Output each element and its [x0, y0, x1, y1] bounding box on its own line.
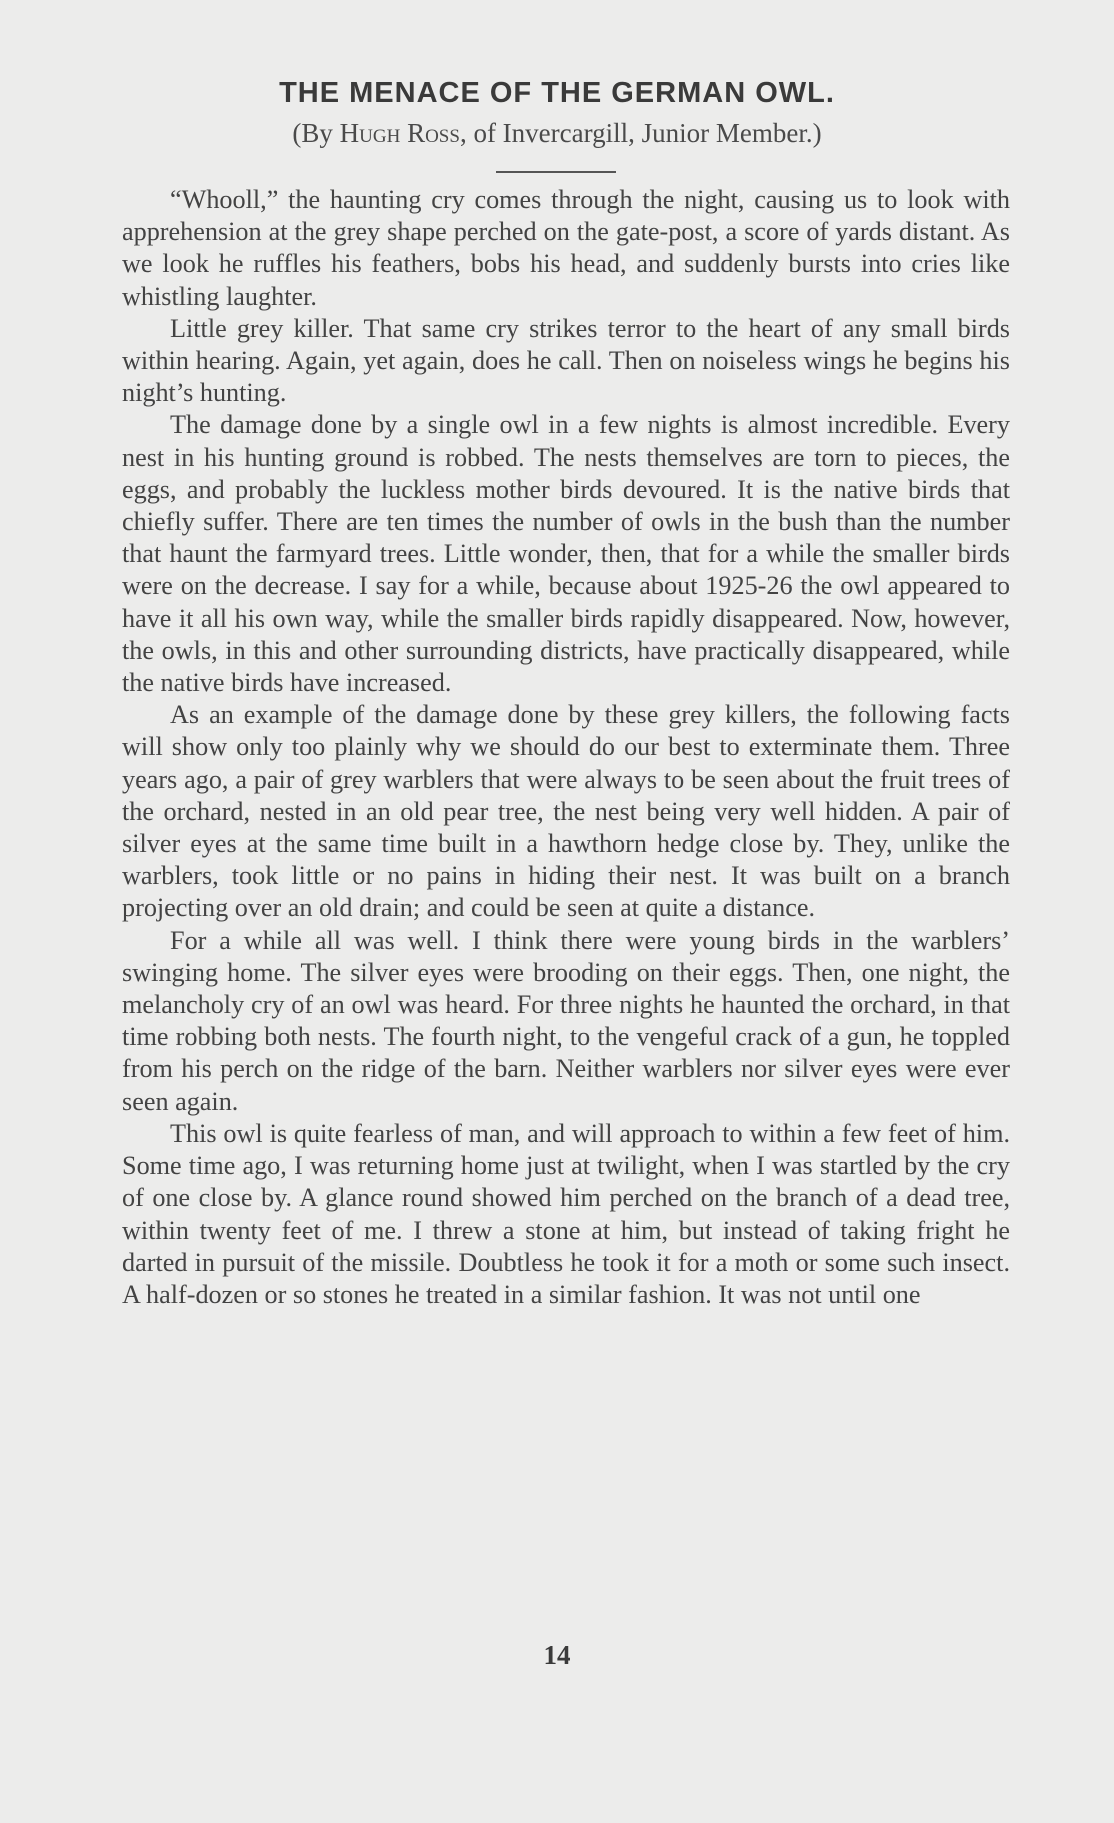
byline [0, 118, 1114, 149]
byline-prefix: (By [292, 118, 340, 148]
paragraph: This owl is quite fearless of man, and will approach to within a few feet of him. Some time ago, I was returning home just at twilight, when I was startled by the cry of one close by. A glance round showed him perched on the branch of a dead tree, within twenty feet of me. I threw a stone at him, but instead of taking fright he darted in pursuit of the missile. Doubtless he took it for a moth or some such insect. A half-dozen or so stones he treated in a similar fashion. It was not until one [122, 1118, 1010, 1309]
page-number: 14 [543, 1640, 571, 1670]
paragraph: The damage done by a single owl in a few nights is almost incredible. Every nest in his hunting ground is robbed. The nests themselves are torn to pieces, the eggs, and probably the luckless mother birds devoured. It is the native birds that chiefly suffer. There are ten times the number of owls in the bush than the number that haunt the farmyard trees. Little wonder, then, that for a while the smaller birds were on the decrease. I say for a while, because about 1925-26 the owl appeared to have it all his own way, while the smaller birds rapidly disappeared. Now, however, the owls, in this and other surrounding districts, have practically disappeared, while the native birds have increased. [122, 410, 1010, 698]
paragraph: As an example of the damage done by these grey killers, the following facts will show only too plainly why we should do our best to exterminate them. Three years ago, a pair of grey warblers that were always to be seen about the fruit trees of the orchard, nested in an old pear tree, the nest being very well hidden. A pair of silver eyes at the same time built in a hawthorn hedge close by. They, unlike the warblers, took little or no pains in hiding their nest. It was built on a branch projecting over an old drain; and could be seen at quite a distance. [122, 700, 1010, 923]
article-title: THE MENACE OF THE GERMAN OWL. [279, 77, 835, 109]
article-body [122, 184, 1010, 1311]
byline-suffix: , of Invercargill, Junior Member.) [459, 118, 822, 148]
title-divider [496, 171, 616, 173]
paragraph: Little grey killer. That same cry strikes terror to the heart of any small birds within hearing. Again, yet again, does he call. Then on noiseless wings he begins his night’s hunting. [122, 313, 1010, 408]
paragraph: For a while all was well. I think there were young birds in the warblers’ swinging home. The silver eyes were brooding on their eggs. Then, one night, the melancholy cry of an owl was heard. For three nights he haunted the orchard, in that time robbing both nests. The fourth night, to the vengeful crack of a gun, he toppled from his perch on the ridge of the barn. Neither warblers nor silver eyes were ever seen again. [122, 925, 1010, 1116]
author-name: Hugh Ross [339, 118, 460, 148]
paragraph: “Whooll,” the haunting cry comes through the night, causing us to look with apprehension at the grey shape perched on the gate-post, a score of yards distant. As we look he ruffles his feathers, bobs his head, and suddenly bursts into cries like whistling laughter. [122, 185, 1010, 311]
